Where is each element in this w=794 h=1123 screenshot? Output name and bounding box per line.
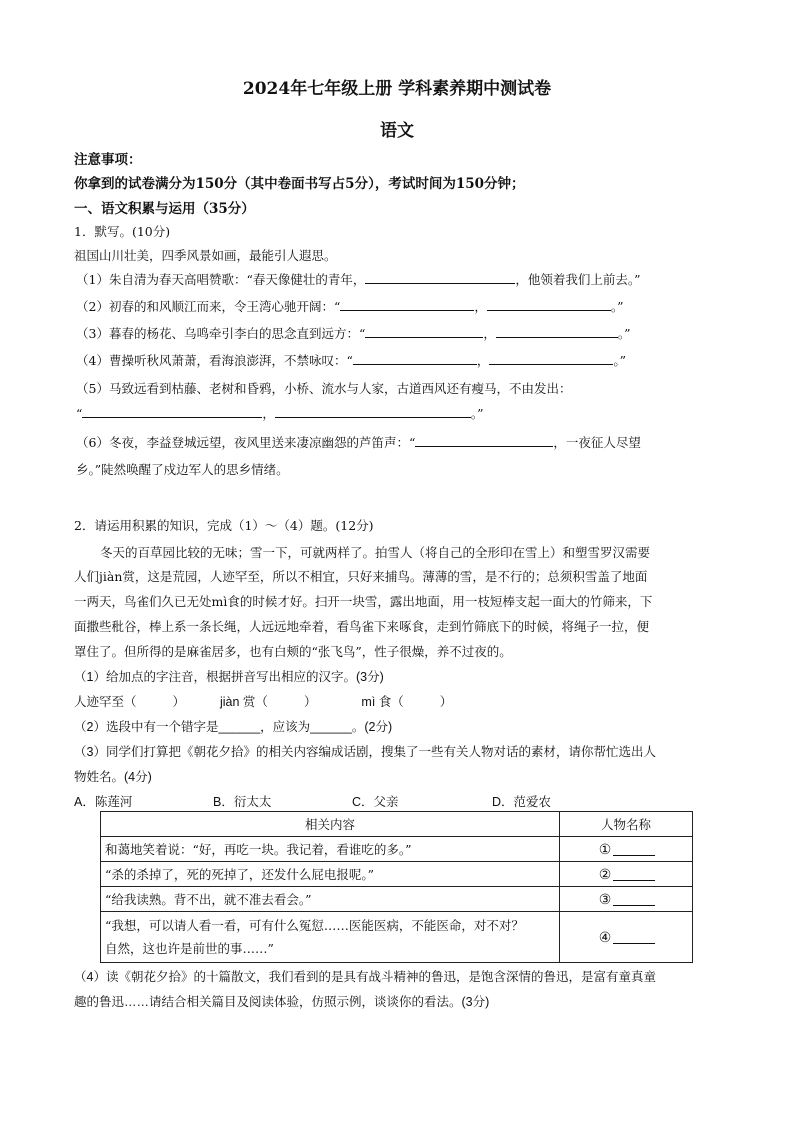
q1-item-5-post: 。” bbox=[470, 406, 484, 421]
section1-heading: 一、语文积累与运用（35分） bbox=[74, 201, 255, 217]
q1-item-5: （5）马致远看到枯藤、老树和昏鸦，小桥、流水与人家，古道西风还有瘦马，不由发出： bbox=[76, 381, 572, 396]
table-cell-content-line2: 自然，这也许是前世的事……” bbox=[105, 941, 274, 956]
answer-blank[interactable] bbox=[613, 893, 655, 906]
character-table bbox=[100, 811, 693, 963]
answer-blank[interactable] bbox=[353, 352, 477, 365]
answer-number: ③ bbox=[598, 891, 612, 908]
q1-item-4 bbox=[76, 351, 626, 369]
table-cell-content: 和蔼地笑着说：“好，再吃一块。我记着，看谁吃的多。” bbox=[101, 837, 560, 862]
table-header-row bbox=[101, 812, 693, 837]
answer-number: ① bbox=[598, 841, 612, 858]
answer-blank[interactable] bbox=[82, 405, 262, 418]
answer-blank[interactable] bbox=[496, 325, 618, 338]
option-d: D．范爱农 bbox=[492, 795, 552, 809]
exam-title: 2024年七年级上册 学科素养期中测试卷 bbox=[242, 79, 552, 99]
table-cell-answer bbox=[560, 887, 693, 912]
sub1-item-3: mì 食（ bbox=[361, 695, 404, 709]
sub1-item-3-close: ） bbox=[439, 695, 453, 709]
answer-number: ② bbox=[598, 866, 612, 883]
table-cell-answer bbox=[560, 912, 693, 963]
answer-blank[interactable] bbox=[613, 843, 655, 856]
table-row bbox=[101, 837, 693, 862]
answer-blank[interactable] bbox=[613, 868, 655, 881]
notice-text: 你拿到的试卷满分为150分（其中卷面书写占5分），考试时间为150分钟； bbox=[74, 176, 525, 192]
q1-item-2 bbox=[76, 297, 624, 315]
table-row bbox=[101, 887, 693, 912]
q1-item-4-post: 。” bbox=[613, 353, 627, 368]
answer-blank[interactable] bbox=[340, 298, 474, 311]
passage-line-4: 面撒些秕谷，棒上系一条长绳，人远远地牵着，看鸟雀下来啄食，走到竹筛底下的时候，将绳子一拉，便 bbox=[74, 619, 650, 634]
q1-item-1-post: ，他领着我们上前去。” bbox=[515, 272, 641, 287]
q1-item-3 bbox=[76, 324, 631, 342]
sub1-item-1-close: ） bbox=[172, 695, 186, 709]
passage-line-3: 一两天，鸟雀们久已无处mì食的时候才好。扫开一块雪，露出地面，用一枝短棒支起一面大的竹筛来，下 bbox=[74, 594, 653, 609]
table-header-content: 相关内容 bbox=[101, 812, 560, 837]
option-c: C．父亲 bbox=[352, 795, 399, 809]
table-header-name: 人物名称 bbox=[560, 812, 693, 837]
q1-item-6-pre: （6）冬夜，李益登城远望，夜风里送来凄凉幽怨的芦笛声：“ bbox=[76, 435, 416, 450]
q1-item-6-line2: 乡。”陡然唤醒了戍边军人的思乡情绪。 bbox=[76, 462, 289, 477]
q1-label: 1．默写。(10分) bbox=[74, 224, 171, 239]
sub1-item-1: 人迹罕至（ bbox=[74, 695, 137, 709]
q2-sub1: （1）给加点的字注音，根据拼音写出相应的汉字。(3分) bbox=[74, 670, 384, 684]
q1-item-5-open-quote: “ bbox=[76, 406, 83, 421]
q1-item-1 bbox=[76, 270, 641, 288]
table-row bbox=[101, 912, 693, 963]
table-cell-content: “杀的杀掉了，死的死掉了，还发什么屁电报呢。” bbox=[101, 862, 560, 887]
passage-line-5: 罩住了。但所得的是麻雀居多，也有白颊的“张飞鸟”，性子很燥，养不过夜的。 bbox=[74, 644, 512, 659]
answer-blank[interactable] bbox=[415, 434, 553, 447]
answer-blank[interactable] bbox=[487, 298, 611, 311]
sub1-item-2: jiàn 赏（ bbox=[220, 695, 268, 709]
q1-item-5-line2 bbox=[76, 404, 484, 422]
passage-line-2: 人们jiàn赏，这是荒园，人迹罕至，所以不相宜，只好来捕鸟。薄薄的雪，是不行的；总须积雪盖了地面 bbox=[74, 569, 648, 584]
q1-item-6 bbox=[76, 433, 641, 451]
table-cell-answer bbox=[560, 837, 693, 862]
q1-intro: 祖国山川壮美，四季风景如画，最能引人遐思。 bbox=[74, 248, 337, 263]
table-cell-content-line1: “我想，可以请人看一看，可有什么冤愆……医能医病，不能医命，对不对？ bbox=[105, 918, 524, 933]
q1-item-5-mid: ， bbox=[262, 406, 275, 421]
subject-title: 语文 bbox=[380, 121, 414, 141]
answer-blank[interactable] bbox=[275, 405, 471, 418]
passage-line-1: 冬天的百草园比较的无味；雪一下，可就两样了。拍雪人（将自己的全形印在雪上）和塑雪罗汉需要 bbox=[100, 545, 651, 560]
notice-heading: 注意事项： bbox=[74, 152, 142, 168]
q2-label: 2．请运用积累的知识，完成（1）～（4）题。(12分) bbox=[74, 518, 374, 533]
q2-sub2: （2）选段中有一个错字是______，应该为______。(2分) bbox=[74, 720, 393, 734]
q2-sub3-line1: （3）同学们打算把《朝花夕拾》的相关内容编成话剧，搜集了一些有关人物对话的素材，请你帮忙选出人 bbox=[74, 745, 656, 759]
q1-item-2-mid: ， bbox=[474, 299, 487, 314]
q2-sub4-line1: （4）读《朝花夕拾》的十篇散文，我们看到的是具有战斗精神的鲁迅，是饱含深情的鲁迅，是富有童真童 bbox=[74, 970, 656, 984]
q2-sub4-line2: 趣的鲁迅……请结合相关篇目及阅读体验，仿照示例，谈谈你的看法。(3分) bbox=[74, 995, 490, 1009]
answer-blank[interactable] bbox=[489, 352, 613, 365]
table-cell-content: “给我读熟。背不出，就不准去看会。” bbox=[101, 887, 560, 912]
q1-item-3-post: 。” bbox=[617, 326, 631, 341]
q1-item-3-mid: ， bbox=[483, 326, 496, 341]
sub1-item-2-close: ） bbox=[303, 695, 317, 709]
answer-blank[interactable] bbox=[613, 931, 655, 944]
q1-item-4-mid: ， bbox=[476, 353, 490, 368]
answer-blank[interactable] bbox=[365, 325, 483, 338]
q1-item-1-pre: （1）朱自清为春天高唱赞歌：“春天像健壮的青年， bbox=[76, 272, 366, 287]
q1-item-6-post: ，一夜征人尽望 bbox=[553, 435, 641, 450]
q2-sub1-items bbox=[74, 692, 452, 710]
q1-item-2-pre: （2）初春的和风顺江而来，令王湾心驰开阔：“ bbox=[76, 299, 341, 314]
q1-item-3-pre: （3）暮春的杨花、乌鸣牵引李白的思念直到远方：“ bbox=[76, 326, 366, 341]
q1-item-4-pre: （4）曹操听秋风萧萧，看海浪澎湃，不禁咏叹：“ bbox=[76, 353, 353, 368]
answer-blank[interactable] bbox=[365, 271, 515, 284]
q2-sub3-line2: 物姓名。(4分) bbox=[74, 770, 152, 784]
option-a: A．陈莲河 bbox=[74, 795, 133, 809]
table-row bbox=[101, 862, 693, 887]
answer-number: ④ bbox=[598, 929, 612, 946]
q1-item-2-post: 。” bbox=[610, 299, 624, 314]
table-cell-content bbox=[101, 912, 560, 963]
option-b: B．衍太太 bbox=[213, 795, 272, 809]
table-cell-answer bbox=[560, 862, 693, 887]
